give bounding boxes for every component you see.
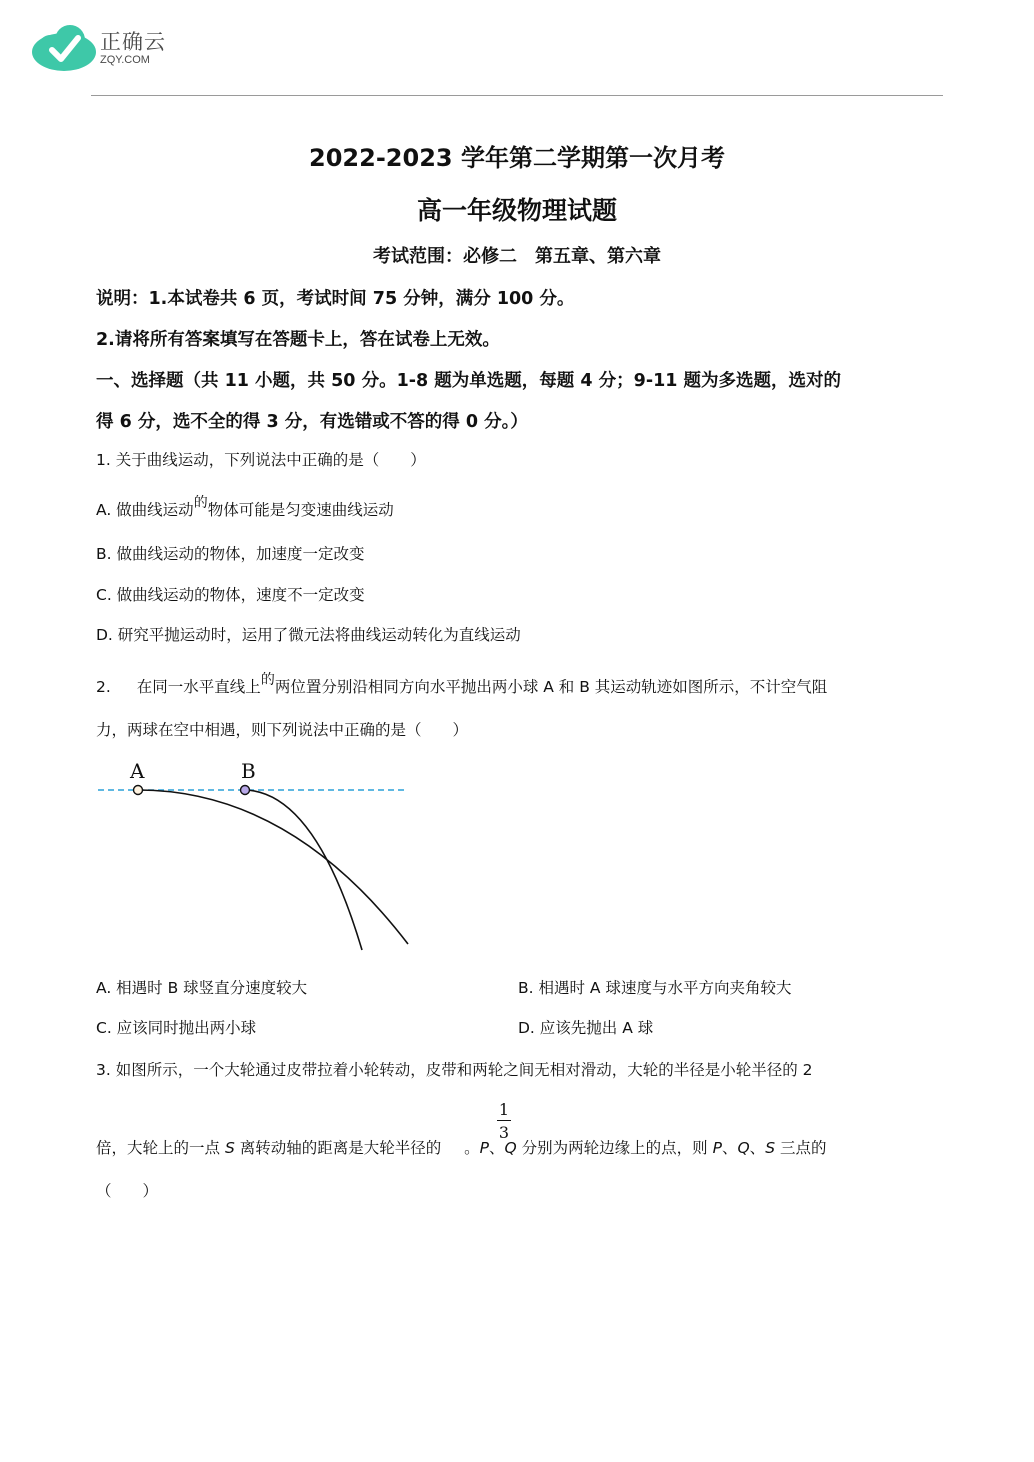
q3-sep-3: 、	[749, 1139, 766, 1157]
question-2-option-b: B. 相遇时 A 球速度与水平方向夹角较大	[518, 979, 792, 997]
exam-title: 2022-2023 学年第二学期第一次月考	[309, 144, 725, 172]
trajectory-b	[245, 790, 362, 950]
q3-var-q: Q	[504, 1139, 517, 1157]
cloud-check-icon	[30, 22, 98, 74]
question-1-option-a	[96, 495, 394, 520]
exam-subtitle: 高一年级物理试题	[416, 196, 617, 225]
q3-text-4: 分别为两轮边缘上的点，则	[516, 1139, 713, 1157]
option-a-text-post: 物体可能是匀变速曲线运动	[207, 501, 394, 519]
ball-b-marker	[241, 786, 250, 795]
q3-sep-2: 、	[721, 1139, 738, 1157]
ball-a-marker	[134, 786, 143, 795]
question-1-option-d: D. 研究平抛运动时，运用了微元法将曲线运动转化为直线运动	[96, 626, 521, 644]
option-a-text-pre: A. 做曲线运动	[96, 501, 194, 519]
q3-text-2: 离转动轴的距离是大轮半径的	[234, 1139, 442, 1157]
logo-domain-text: ZQY.COM	[100, 54, 150, 66]
trajectory-a	[138, 790, 408, 944]
question-1-option-b: B. 做曲线运动的物体，加速度一定改变	[96, 545, 365, 563]
q3-sep-1: 、	[489, 1139, 505, 1157]
zqy-logo	[30, 22, 190, 74]
exam-scope: 考试范围：必修二 第五章、第六章	[373, 246, 661, 267]
q3-var-p: P	[479, 1139, 490, 1157]
question-2-stem-line-2: 力，两球在空中相遇，则下列说法中正确的是（ ）	[96, 721, 469, 739]
option-a-superscript: 的	[193, 495, 208, 511]
fraction-numerator: 1	[498, 1100, 510, 1119]
question-2-stem-post: 两位置分别沿相同方向水平抛出两小球 A 和 B 其运动轨迹如图所示，不计空气阻	[274, 678, 828, 696]
question-2-number: 2.	[96, 678, 111, 696]
fraction-denominator: 3	[498, 1123, 510, 1142]
question-2-option-a: A. 相遇时 B 球竖直分速度较大	[96, 979, 308, 997]
question-1-stem: 1. 关于曲线运动，下列说法中正确的是（ ）	[96, 451, 426, 469]
question-2-option-d: D. 应该先抛出 A 球	[518, 1019, 654, 1037]
q3-text-5: 三点的	[775, 1139, 827, 1157]
question-3-stem-line-2	[96, 1136, 826, 1158]
projectile-trajectory-figure	[90, 752, 420, 957]
question-3-stem-line-3: （ ）	[96, 1182, 159, 1200]
q3-var-s2: S	[765, 1139, 776, 1157]
logo-chinese-text: 正确云	[100, 30, 166, 54]
question-2-superscript: 的	[260, 672, 275, 688]
question-1-option-c: C. 做曲线运动的物体，速度不一定改变	[96, 586, 365, 604]
q3-var-q2: Q	[737, 1139, 750, 1157]
question-3-stem-line-1: 3. 如图所示，一个大轮通过皮带拉着小轮转动，皮带和两轮之间无相对滑动，大轮的半径是小轮半径的 2	[96, 1061, 813, 1079]
question-2-option-c: C. 应该同时抛出两小球	[96, 1019, 257, 1037]
q3-var-s: S	[224, 1139, 235, 1157]
exam-note-2: 2.请将所有答案填写在答题卡上，答在试卷上无效。	[96, 330, 500, 350]
header-divider	[91, 95, 943, 96]
q3-var-p2: P	[712, 1139, 722, 1157]
q3-text-1: 倍，大轮上的一点	[96, 1139, 225, 1157]
question-2-stem-line-1	[96, 672, 828, 697]
section-heading-line-1: 一、选择题（共 11 小题，共 50 分。1-8 题为单选题，每题 4 分；9-11 题为多选题，选对的	[96, 371, 842, 391]
question-2-stem-pre: 在同一水平直线上	[136, 678, 261, 696]
label-a: A	[130, 759, 145, 783]
exam-note-1: 说明：1.本试卷共 6 页，考试时间 75 分钟，满分 100 分。	[96, 289, 575, 309]
q3-text-3: 。	[459, 1139, 480, 1157]
section-heading-line-2: 得 6 分，选不全的得 3 分，有选错或不答的得 0 分。）	[96, 412, 528, 432]
label-b: B	[241, 759, 256, 783]
